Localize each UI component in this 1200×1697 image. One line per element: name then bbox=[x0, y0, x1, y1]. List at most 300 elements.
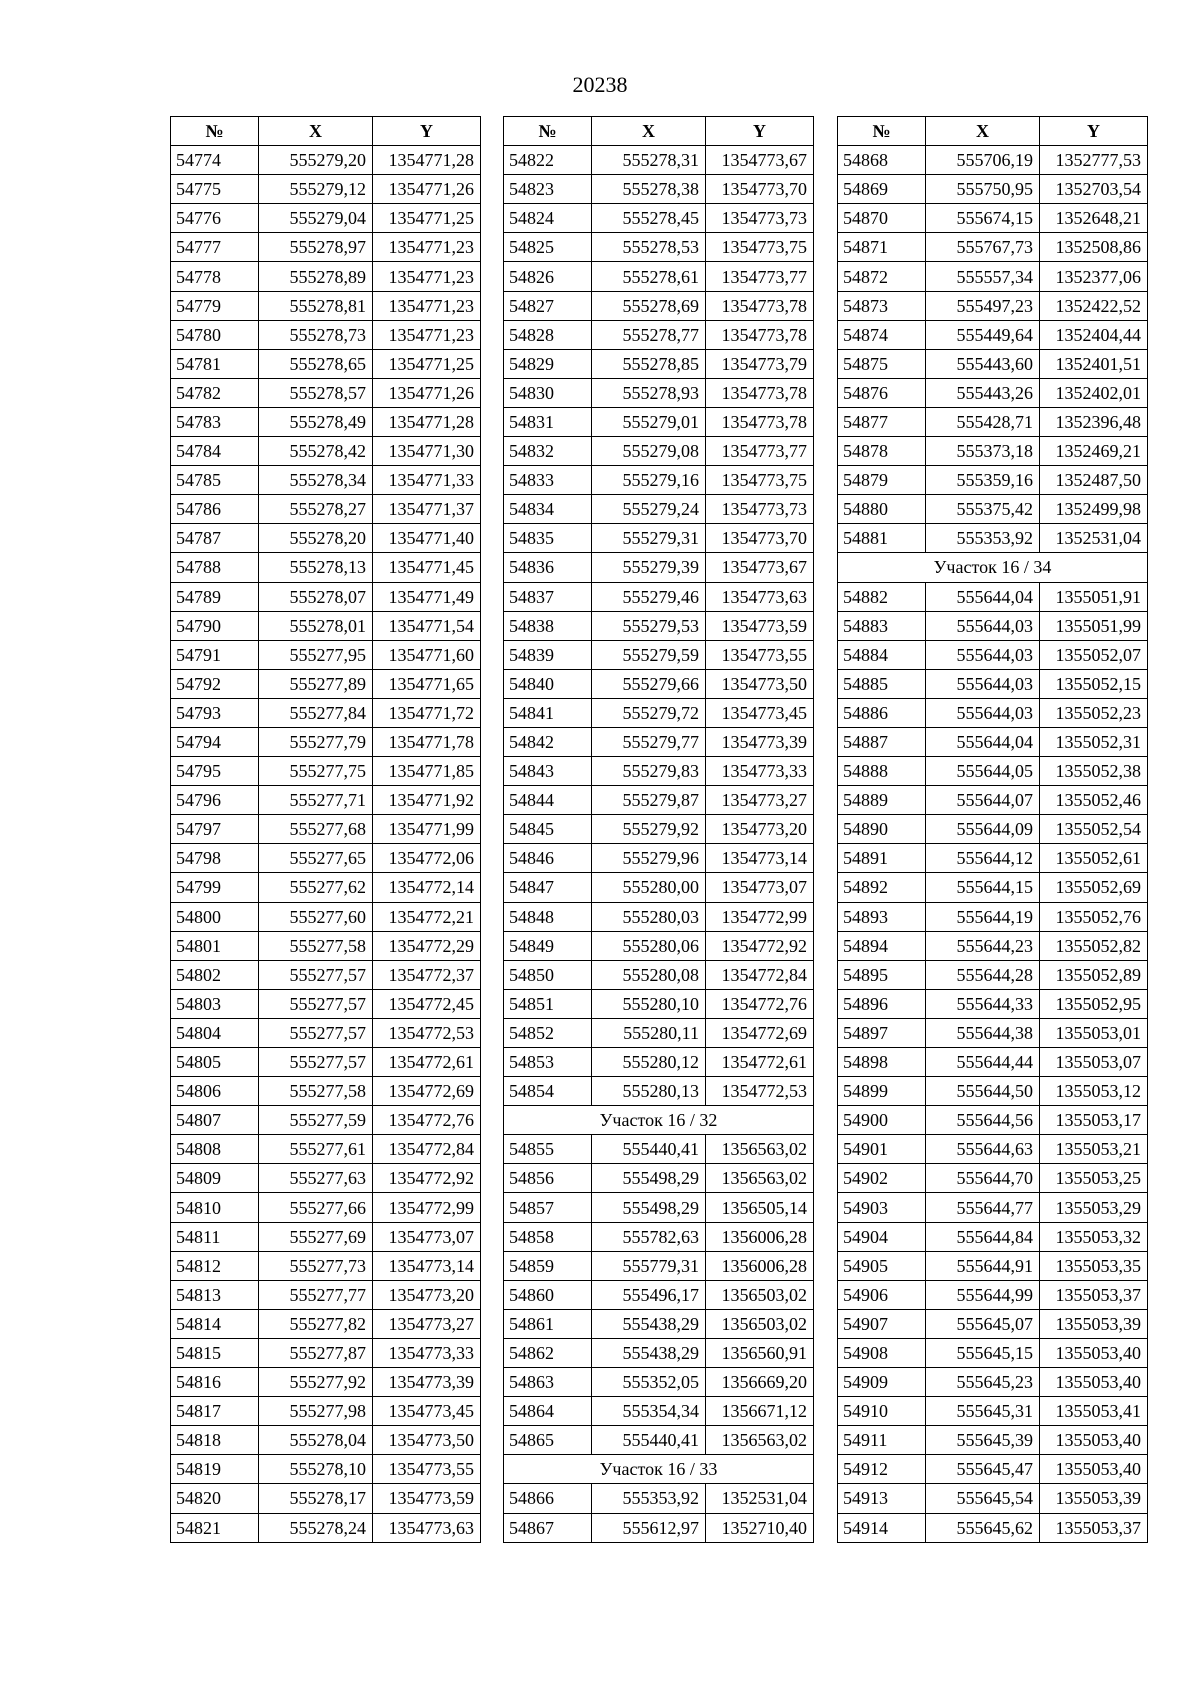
table-row bbox=[838, 437, 1148, 466]
point-number-cell: 54859 bbox=[504, 1251, 592, 1280]
y-coordinate-cell: 1354771,33 bbox=[373, 466, 481, 495]
x-coordinate-cell: 555277,57 bbox=[259, 1048, 373, 1077]
x-coordinate-cell: 555359,16 bbox=[926, 466, 1040, 495]
x-coordinate-cell: 555278,85 bbox=[592, 349, 706, 378]
y-coordinate-cell: 1354773,50 bbox=[373, 1426, 481, 1455]
table-row bbox=[504, 262, 814, 291]
point-number-cell: 54855 bbox=[504, 1135, 592, 1164]
table-row bbox=[838, 1338, 1148, 1367]
table-row bbox=[838, 1164, 1148, 1193]
table-row bbox=[171, 262, 481, 291]
y-coordinate-cell: 1354773,20 bbox=[706, 815, 814, 844]
point-number-cell: 54889 bbox=[838, 786, 926, 815]
table-row bbox=[171, 291, 481, 320]
x-coordinate-cell: 555280,10 bbox=[592, 989, 706, 1018]
y-coordinate-cell: 1354773,67 bbox=[706, 146, 814, 175]
header-x: X bbox=[259, 117, 373, 146]
point-number-cell: 54885 bbox=[838, 669, 926, 698]
y-coordinate-cell: 1352648,21 bbox=[1040, 204, 1148, 233]
x-coordinate-cell: 555644,07 bbox=[926, 786, 1040, 815]
point-number-cell: 54822 bbox=[504, 146, 592, 175]
page-number: 20238 bbox=[572, 72, 628, 97]
x-coordinate-cell: 555496,17 bbox=[592, 1280, 706, 1309]
y-coordinate-cell: 1354773,33 bbox=[373, 1338, 481, 1367]
point-number-cell: 54866 bbox=[504, 1484, 592, 1513]
table-row bbox=[504, 611, 814, 640]
x-coordinate-cell: 555354,34 bbox=[592, 1397, 706, 1426]
table-row bbox=[171, 902, 481, 931]
x-coordinate-cell: 555278,45 bbox=[592, 204, 706, 233]
y-coordinate-cell: 1356563,02 bbox=[706, 1164, 814, 1193]
point-number-cell: 54890 bbox=[838, 815, 926, 844]
point-number-cell: 54895 bbox=[838, 960, 926, 989]
table-row bbox=[504, 931, 814, 960]
table-row bbox=[171, 1048, 481, 1077]
table-row bbox=[838, 815, 1148, 844]
x-coordinate-cell: 555277,92 bbox=[259, 1368, 373, 1397]
point-number-cell: 54853 bbox=[504, 1048, 592, 1077]
x-coordinate-cell: 555278,27 bbox=[259, 495, 373, 524]
y-coordinate-cell: 1354771,45 bbox=[373, 553, 481, 582]
point-number-cell: 54830 bbox=[504, 378, 592, 407]
table-row bbox=[504, 1280, 814, 1309]
x-coordinate-cell: 555644,03 bbox=[926, 698, 1040, 727]
y-coordinate-cell: 1354772,84 bbox=[706, 960, 814, 989]
table-row bbox=[171, 1251, 481, 1280]
point-number-cell: 54802 bbox=[171, 960, 259, 989]
x-coordinate-cell: 555644,99 bbox=[926, 1280, 1040, 1309]
table-row bbox=[838, 1077, 1148, 1106]
y-coordinate-cell: 1355053,40 bbox=[1040, 1368, 1148, 1397]
table-row bbox=[838, 1309, 1148, 1338]
y-coordinate-cell: 1354771,23 bbox=[373, 291, 481, 320]
x-coordinate-cell: 555278,31 bbox=[592, 146, 706, 175]
y-coordinate-cell: 1354771,26 bbox=[373, 378, 481, 407]
x-coordinate-cell: 555277,59 bbox=[259, 1106, 373, 1135]
table-row bbox=[838, 1513, 1148, 1542]
y-coordinate-cell: 1354773,07 bbox=[706, 873, 814, 902]
y-coordinate-cell: 1355052,61 bbox=[1040, 844, 1148, 873]
y-coordinate-cell: 1356669,20 bbox=[706, 1368, 814, 1397]
table-row bbox=[171, 233, 481, 262]
y-coordinate-cell: 1354772,29 bbox=[373, 931, 481, 960]
point-number-cell: 54834 bbox=[504, 495, 592, 524]
y-coordinate-cell: 1352401,51 bbox=[1040, 349, 1148, 378]
table-row bbox=[838, 1193, 1148, 1222]
y-coordinate-cell: 1354772,06 bbox=[373, 844, 481, 873]
x-coordinate-cell: 555277,95 bbox=[259, 640, 373, 669]
point-number-cell: 54803 bbox=[171, 989, 259, 1018]
y-coordinate-cell: 1354773,70 bbox=[706, 524, 814, 553]
point-number-cell: 54790 bbox=[171, 611, 259, 640]
y-coordinate-cell: 1354773,78 bbox=[706, 378, 814, 407]
point-number-cell: 54875 bbox=[838, 349, 926, 378]
table-row bbox=[838, 698, 1148, 727]
table-row bbox=[171, 524, 481, 553]
y-coordinate-cell: 1354772,76 bbox=[373, 1106, 481, 1135]
point-number-cell: 54863 bbox=[504, 1368, 592, 1397]
table-row bbox=[504, 698, 814, 727]
point-number-cell: 54786 bbox=[171, 495, 259, 524]
x-coordinate-cell: 555644,04 bbox=[926, 727, 1040, 756]
y-coordinate-cell: 1355051,99 bbox=[1040, 611, 1148, 640]
y-coordinate-cell: 1355053,29 bbox=[1040, 1193, 1148, 1222]
x-coordinate-cell: 555277,63 bbox=[259, 1164, 373, 1193]
point-number-cell: 54887 bbox=[838, 727, 926, 756]
y-coordinate-cell: 1355053,40 bbox=[1040, 1455, 1148, 1484]
y-coordinate-cell: 1354772,76 bbox=[706, 989, 814, 1018]
table-body bbox=[171, 146, 481, 1543]
point-number-cell: 54832 bbox=[504, 437, 592, 466]
x-coordinate-cell: 555277,68 bbox=[259, 815, 373, 844]
point-number-cell: 54775 bbox=[171, 175, 259, 204]
point-number-cell: 54805 bbox=[171, 1048, 259, 1077]
x-coordinate-cell: 555278,07 bbox=[259, 582, 373, 611]
point-number-cell: 54838 bbox=[504, 611, 592, 640]
header-y: Y bbox=[373, 117, 481, 146]
point-number-cell: 54817 bbox=[171, 1397, 259, 1426]
x-coordinate-cell: 555644,44 bbox=[926, 1048, 1040, 1077]
section-row bbox=[504, 1106, 814, 1135]
x-coordinate-cell: 555277,84 bbox=[259, 698, 373, 727]
point-number-cell: 54782 bbox=[171, 378, 259, 407]
table-row bbox=[171, 669, 481, 698]
point-number-cell: 54897 bbox=[838, 1018, 926, 1047]
x-coordinate-cell: 555644,84 bbox=[926, 1222, 1040, 1251]
x-coordinate-cell: 555644,09 bbox=[926, 815, 1040, 844]
point-number-cell: 54892 bbox=[838, 873, 926, 902]
x-coordinate-cell: 555645,31 bbox=[926, 1397, 1040, 1426]
point-number-cell: 54813 bbox=[171, 1280, 259, 1309]
x-coordinate-cell: 555279,87 bbox=[592, 786, 706, 815]
x-coordinate-cell: 555645,07 bbox=[926, 1309, 1040, 1338]
point-number-cell: 54902 bbox=[838, 1164, 926, 1193]
table-row bbox=[171, 407, 481, 436]
table-row bbox=[504, 466, 814, 495]
x-coordinate-cell: 555277,89 bbox=[259, 669, 373, 698]
x-coordinate-cell: 555277,60 bbox=[259, 902, 373, 931]
x-coordinate-cell: 555277,61 bbox=[259, 1135, 373, 1164]
x-coordinate-cell: 555279,83 bbox=[592, 757, 706, 786]
point-number-cell: 54841 bbox=[504, 698, 592, 727]
y-coordinate-cell: 1355053,12 bbox=[1040, 1077, 1148, 1106]
x-coordinate-cell: 555279,92 bbox=[592, 815, 706, 844]
x-coordinate-cell: 555644,04 bbox=[926, 582, 1040, 611]
point-number-cell: 54826 bbox=[504, 262, 592, 291]
x-coordinate-cell: 555449,64 bbox=[926, 320, 1040, 349]
table-row bbox=[838, 873, 1148, 902]
x-coordinate-cell: 555280,06 bbox=[592, 931, 706, 960]
y-coordinate-cell: 1354773,45 bbox=[706, 698, 814, 727]
x-coordinate-cell: 555278,10 bbox=[259, 1455, 373, 1484]
table-row bbox=[171, 844, 481, 873]
table-row bbox=[838, 786, 1148, 815]
point-number-cell: 54893 bbox=[838, 902, 926, 931]
x-coordinate-cell: 555278,04 bbox=[259, 1426, 373, 1455]
x-coordinate-cell: 555644,28 bbox=[926, 960, 1040, 989]
point-number-cell: 54829 bbox=[504, 349, 592, 378]
point-number-cell: 54877 bbox=[838, 407, 926, 436]
x-coordinate-cell: 555278,93 bbox=[592, 378, 706, 407]
table-row bbox=[171, 1135, 481, 1164]
x-coordinate-cell: 555279,77 bbox=[592, 727, 706, 756]
point-number-cell: 54904 bbox=[838, 1222, 926, 1251]
y-coordinate-cell: 1354773,14 bbox=[373, 1251, 481, 1280]
y-coordinate-cell: 1354772,45 bbox=[373, 989, 481, 1018]
table-row bbox=[504, 786, 814, 815]
x-coordinate-cell: 555279,39 bbox=[592, 553, 706, 582]
table-row bbox=[171, 437, 481, 466]
x-coordinate-cell: 555280,08 bbox=[592, 960, 706, 989]
x-coordinate-cell: 555279,96 bbox=[592, 844, 706, 873]
x-coordinate-cell: 555779,31 bbox=[592, 1251, 706, 1280]
header-number: № bbox=[171, 117, 259, 146]
table-row bbox=[504, 844, 814, 873]
header-number: № bbox=[838, 117, 926, 146]
header-x: X bbox=[592, 117, 706, 146]
table-row bbox=[171, 495, 481, 524]
table-row bbox=[171, 1222, 481, 1251]
y-coordinate-cell: 1354773,75 bbox=[706, 466, 814, 495]
table-row bbox=[504, 378, 814, 407]
table-row bbox=[838, 757, 1148, 786]
y-coordinate-cell: 1356671,12 bbox=[706, 1397, 814, 1426]
x-coordinate-cell: 555706,19 bbox=[926, 146, 1040, 175]
y-coordinate-cell: 1355052,46 bbox=[1040, 786, 1148, 815]
x-coordinate-cell: 555277,87 bbox=[259, 1338, 373, 1367]
point-number-cell: 54880 bbox=[838, 495, 926, 524]
point-number-cell: 54868 bbox=[838, 146, 926, 175]
y-coordinate-cell: 1352404,44 bbox=[1040, 320, 1148, 349]
point-number-cell: 54884 bbox=[838, 640, 926, 669]
point-number-cell: 54815 bbox=[171, 1338, 259, 1367]
table-row bbox=[504, 640, 814, 669]
x-coordinate-cell: 555438,29 bbox=[592, 1309, 706, 1338]
table-row bbox=[838, 640, 1148, 669]
table-row bbox=[838, 611, 1148, 640]
x-coordinate-cell: 555767,73 bbox=[926, 233, 1040, 262]
x-coordinate-cell: 555644,33 bbox=[926, 989, 1040, 1018]
y-coordinate-cell: 1354771,92 bbox=[373, 786, 481, 815]
y-coordinate-cell: 1354773,75 bbox=[706, 233, 814, 262]
x-coordinate-cell: 555278,77 bbox=[592, 320, 706, 349]
y-coordinate-cell: 1355053,39 bbox=[1040, 1484, 1148, 1513]
table-row bbox=[504, 1018, 814, 1047]
table-row bbox=[171, 466, 481, 495]
table-row bbox=[838, 931, 1148, 960]
table-row bbox=[504, 989, 814, 1018]
x-coordinate-cell: 555277,58 bbox=[259, 931, 373, 960]
y-coordinate-cell: 1354772,61 bbox=[706, 1048, 814, 1077]
table-row bbox=[504, 1193, 814, 1222]
point-number-cell: 54864 bbox=[504, 1397, 592, 1426]
y-coordinate-cell: 1354773,39 bbox=[706, 727, 814, 756]
y-coordinate-cell: 1356503,02 bbox=[706, 1309, 814, 1338]
table-row bbox=[504, 1135, 814, 1164]
table-row bbox=[171, 204, 481, 233]
point-number-cell: 54795 bbox=[171, 757, 259, 786]
x-coordinate-cell: 555277,57 bbox=[259, 989, 373, 1018]
point-number-cell: 54800 bbox=[171, 902, 259, 931]
table-row bbox=[838, 1455, 1148, 1484]
y-coordinate-cell: 1354771,37 bbox=[373, 495, 481, 524]
y-coordinate-cell: 1354773,70 bbox=[706, 175, 814, 204]
x-coordinate-cell: 555278,34 bbox=[259, 466, 373, 495]
x-coordinate-cell: 555612,97 bbox=[592, 1513, 706, 1542]
y-coordinate-cell: 1354772,21 bbox=[373, 902, 481, 931]
point-number-cell: 54837 bbox=[504, 582, 592, 611]
table-row bbox=[171, 1018, 481, 1047]
y-coordinate-cell: 1352508,86 bbox=[1040, 233, 1148, 262]
point-number-cell: 54794 bbox=[171, 727, 259, 756]
table-row bbox=[504, 407, 814, 436]
table-row bbox=[171, 1338, 481, 1367]
point-number-cell: 54894 bbox=[838, 931, 926, 960]
point-number-cell: 54869 bbox=[838, 175, 926, 204]
point-number-cell: 54812 bbox=[171, 1251, 259, 1280]
y-coordinate-cell: 1356503,02 bbox=[706, 1280, 814, 1309]
y-coordinate-cell: 1355053,17 bbox=[1040, 1106, 1148, 1135]
x-coordinate-cell: 555645,15 bbox=[926, 1338, 1040, 1367]
table-row bbox=[171, 582, 481, 611]
table-row bbox=[171, 1164, 481, 1193]
table-row bbox=[838, 262, 1148, 291]
y-coordinate-cell: 1355052,89 bbox=[1040, 960, 1148, 989]
header-y: Y bbox=[706, 117, 814, 146]
y-coordinate-cell: 1355053,37 bbox=[1040, 1280, 1148, 1309]
x-coordinate-cell: 555375,42 bbox=[926, 495, 1040, 524]
point-number-cell: 54888 bbox=[838, 757, 926, 786]
point-number-cell: 54848 bbox=[504, 902, 592, 931]
point-number-cell: 54912 bbox=[838, 1455, 926, 1484]
y-coordinate-cell: 1354771,25 bbox=[373, 349, 481, 378]
point-number-cell: 54806 bbox=[171, 1077, 259, 1106]
y-coordinate-cell: 1354771,25 bbox=[373, 204, 481, 233]
table-row bbox=[504, 1048, 814, 1077]
y-coordinate-cell: 1354773,73 bbox=[706, 204, 814, 233]
y-coordinate-cell: 1354773,39 bbox=[373, 1368, 481, 1397]
point-number-cell: 54791 bbox=[171, 640, 259, 669]
y-coordinate-cell: 1355053,41 bbox=[1040, 1397, 1148, 1426]
point-number-cell: 54780 bbox=[171, 320, 259, 349]
table-row bbox=[504, 1251, 814, 1280]
point-number-cell: 54797 bbox=[171, 815, 259, 844]
point-number-cell: 54851 bbox=[504, 989, 592, 1018]
table-row bbox=[171, 1368, 481, 1397]
x-coordinate-cell: 555277,73 bbox=[259, 1251, 373, 1280]
y-coordinate-cell: 1355053,25 bbox=[1040, 1164, 1148, 1193]
y-coordinate-cell: 1354773,67 bbox=[706, 553, 814, 582]
y-coordinate-cell: 1354772,53 bbox=[706, 1077, 814, 1106]
point-number-cell: 54843 bbox=[504, 757, 592, 786]
point-number-cell: 54796 bbox=[171, 786, 259, 815]
y-coordinate-cell: 1354771,99 bbox=[373, 815, 481, 844]
y-coordinate-cell: 1354772,99 bbox=[706, 902, 814, 931]
table-row bbox=[171, 1280, 481, 1309]
y-coordinate-cell: 1354771,23 bbox=[373, 262, 481, 291]
x-coordinate-cell: 555644,12 bbox=[926, 844, 1040, 873]
y-coordinate-cell: 1354773,07 bbox=[373, 1222, 481, 1251]
table-row bbox=[838, 1018, 1148, 1047]
y-coordinate-cell: 1355053,32 bbox=[1040, 1222, 1148, 1251]
point-number-cell: 54828 bbox=[504, 320, 592, 349]
y-coordinate-cell: 1354773,63 bbox=[373, 1513, 481, 1542]
x-coordinate-cell: 555674,15 bbox=[926, 204, 1040, 233]
table-row bbox=[171, 1106, 481, 1135]
table-row bbox=[838, 1222, 1148, 1251]
x-coordinate-cell: 555644,63 bbox=[926, 1135, 1040, 1164]
table-row bbox=[838, 1280, 1148, 1309]
x-coordinate-cell: 555279,01 bbox=[592, 407, 706, 436]
table-row bbox=[838, 1251, 1148, 1280]
x-coordinate-cell: 555278,49 bbox=[259, 407, 373, 436]
table-row bbox=[504, 757, 814, 786]
y-coordinate-cell: 1354773,59 bbox=[706, 611, 814, 640]
x-coordinate-cell: 555277,58 bbox=[259, 1077, 373, 1106]
table-row bbox=[838, 146, 1148, 175]
x-coordinate-cell: 555644,56 bbox=[926, 1106, 1040, 1135]
y-coordinate-cell: 1355052,95 bbox=[1040, 989, 1148, 1018]
table-row bbox=[838, 989, 1148, 1018]
x-coordinate-cell: 555644,05 bbox=[926, 757, 1040, 786]
point-number-cell: 54873 bbox=[838, 291, 926, 320]
x-coordinate-cell: 555645,54 bbox=[926, 1484, 1040, 1513]
x-coordinate-cell: 555443,60 bbox=[926, 349, 1040, 378]
point-number-cell: 54852 bbox=[504, 1018, 592, 1047]
point-number-cell: 54906 bbox=[838, 1280, 926, 1309]
x-coordinate-cell: 555644,19 bbox=[926, 902, 1040, 931]
point-number-cell: 54840 bbox=[504, 669, 592, 698]
y-coordinate-cell: 1356563,02 bbox=[706, 1426, 814, 1455]
table-row bbox=[171, 175, 481, 204]
point-number-cell: 54816 bbox=[171, 1368, 259, 1397]
table-row bbox=[171, 1193, 481, 1222]
point-number-cell: 54820 bbox=[171, 1484, 259, 1513]
x-coordinate-cell: 555278,24 bbox=[259, 1513, 373, 1542]
x-coordinate-cell: 555280,13 bbox=[592, 1077, 706, 1106]
table-row bbox=[504, 291, 814, 320]
table-row bbox=[504, 582, 814, 611]
point-number-cell: 54856 bbox=[504, 1164, 592, 1193]
table-row bbox=[171, 146, 481, 175]
y-coordinate-cell: 1354771,54 bbox=[373, 611, 481, 640]
y-coordinate-cell: 1356505,14 bbox=[706, 1193, 814, 1222]
point-number-cell: 54833 bbox=[504, 466, 592, 495]
x-coordinate-cell: 555277,65 bbox=[259, 844, 373, 873]
table-row bbox=[838, 233, 1148, 262]
y-coordinate-cell: 1355052,76 bbox=[1040, 902, 1148, 931]
table-row bbox=[504, 1338, 814, 1367]
x-coordinate-cell: 555440,41 bbox=[592, 1426, 706, 1455]
table-row bbox=[171, 1513, 481, 1542]
point-number-cell: 54850 bbox=[504, 960, 592, 989]
x-coordinate-cell: 555644,77 bbox=[926, 1193, 1040, 1222]
table-row bbox=[838, 524, 1148, 553]
x-coordinate-cell: 555280,12 bbox=[592, 1048, 706, 1077]
header-number: № bbox=[504, 117, 592, 146]
table-row bbox=[171, 757, 481, 786]
table-row bbox=[504, 204, 814, 233]
x-coordinate-cell: 555438,29 bbox=[592, 1338, 706, 1367]
y-coordinate-cell: 1354773,73 bbox=[706, 495, 814, 524]
x-coordinate-cell: 555498,29 bbox=[592, 1193, 706, 1222]
point-number-cell: 54792 bbox=[171, 669, 259, 698]
y-coordinate-cell: 1354773,78 bbox=[706, 407, 814, 436]
x-coordinate-cell: 555557,34 bbox=[926, 262, 1040, 291]
y-coordinate-cell: 1355053,37 bbox=[1040, 1513, 1148, 1542]
table-row bbox=[838, 378, 1148, 407]
point-number-cell: 54896 bbox=[838, 989, 926, 1018]
